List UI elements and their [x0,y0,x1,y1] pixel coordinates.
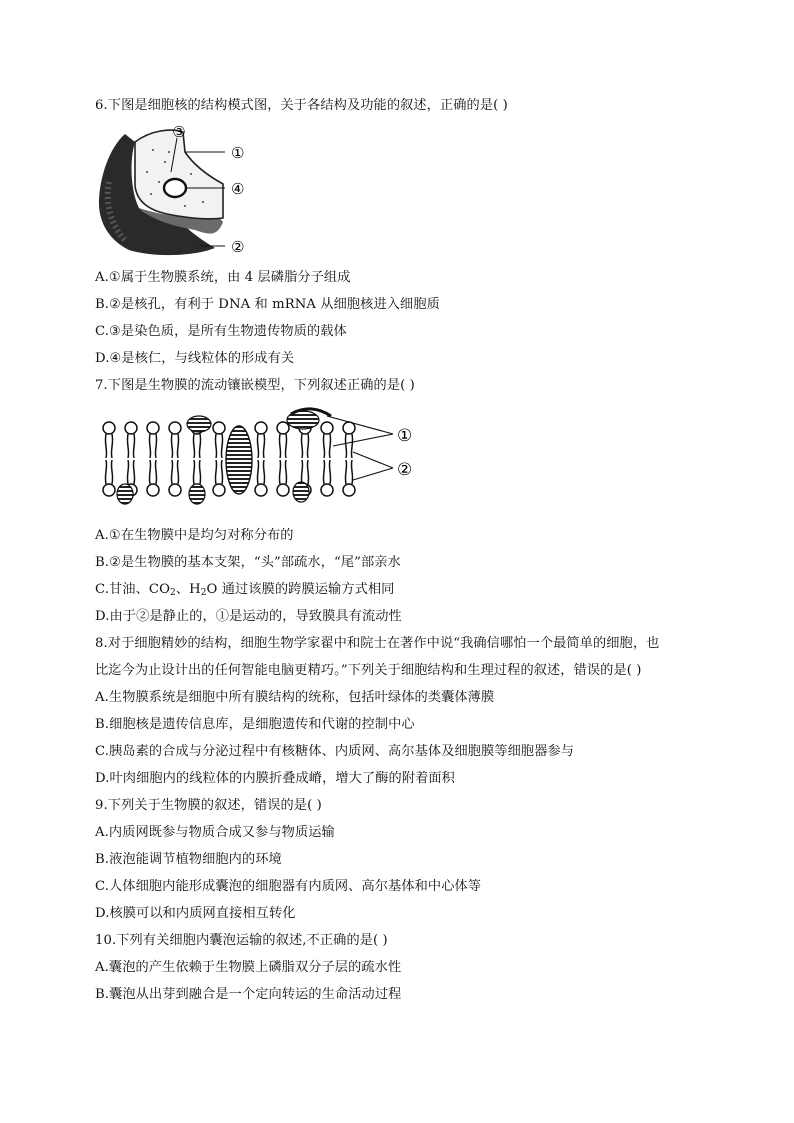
option-c-sub-4: 2 [200,588,207,598]
question-7-option-d: D.由于②是静止的，①是运动的，导致膜具有流动性 [95,609,402,624]
question-7-option-a: A.①在生物膜中是均匀对称分布的 [95,528,294,543]
membrane-label-2: ② [397,460,413,480]
question-9-option-a: A.内质网既参与物质合成又参与物质运输 [95,825,335,840]
question-8-stem-line-2: 比迄今为止设计出的任何智能电脑更精巧。”下列关于细胞结构和生理过程的叙述，错误的是( ) [95,663,642,678]
question-9-option-d: D.核膜可以和内质网直接相互转化 [95,906,296,921]
question-8-option-a: A.生物膜系统是细胞中所有膜结构的统称，包括叶绿体的类囊体薄膜 [95,690,495,705]
question-10-option-b: B.囊泡从出芽到融合是一个定向转运的生命活动过程 [95,987,402,1002]
option-c-part-1: C.甘油、CO [95,582,170,597]
question-10-stem: 10.下列有关细胞内囊泡运输的叙述,不正确的是( ) [95,933,388,948]
question-6-option-a: A.①属于生物膜系统，由 4 层磷脂分子组成 [95,270,351,285]
fluid-mosaic-membrane-figure [95,402,435,510]
nucleus-label-2: ② [231,238,245,256]
question-7-option-b: B.②是生物膜的基本支架，“头”部疏水，“尾”部亲水 [95,555,401,570]
question-9-stem: 9.下列关于生物膜的叙述，错误的是( ) [95,798,322,813]
membrane-label-1: ① [397,426,413,446]
question-8-stem-line-1: 8.对于细胞精妙的结构，细胞生物学家翟中和院士在著作中说“我确信哪怕一个最简单的细胞，也 [95,636,660,651]
question-7-stem: 7.下图是生物膜的流动镶嵌模型，下列叙述正确的是( ) [95,378,415,393]
question-10-option-a: A.囊泡的产生依赖于生物膜上磷脂双分子层的疏水性 [95,960,402,975]
nucleus-label-4: ④ [231,180,245,198]
question-8-option-b: B.细胞核是遗传信息库，是细胞遗传和代谢的控制中心 [95,717,415,732]
document-page [95,0,715,1123]
question-8-option-c: C.胰岛素的合成与分泌过程中有核糖体、内质网、高尔基体及细胞膜等细胞器参与 [95,744,575,759]
question-7-option-c [95,580,394,600]
question-9-option-c: C.人体细胞内能形成囊泡的细胞器有内质网、高尔基体和中心体等 [95,879,482,894]
nucleus-label-1: ① [231,144,245,162]
nucleus-label-3: ③ [172,123,186,141]
option-c-part-5: O 通过该膜的跨膜运输方式相同 [206,582,395,597]
option-c-sub-2: 2 [169,588,176,598]
question-6-stem: 6.下图是细胞核的结构模式图，关于各结构及功能的叙述，正确的是( ) [95,98,508,113]
question-9-option-b: B.液泡能调节植物细胞内的环境 [95,852,282,867]
option-c-part-3: 、H [175,582,201,597]
cell-nucleus-figure [95,122,265,262]
question-8-option-d: D.叶肉细胞内的线粒体的内膜折叠成嵴，增大了酶的附着面积 [95,771,455,786]
question-6-option-c: C.③是染色质，是所有生物遗传物质的载体 [95,324,347,339]
question-6-option-b: B.②是核孔，有利于 DNA 和 mRNA 从细胞核进入细胞质 [95,297,440,312]
question-6-option-d: D.④是核仁，与线粒体的形成有关 [95,351,295,366]
